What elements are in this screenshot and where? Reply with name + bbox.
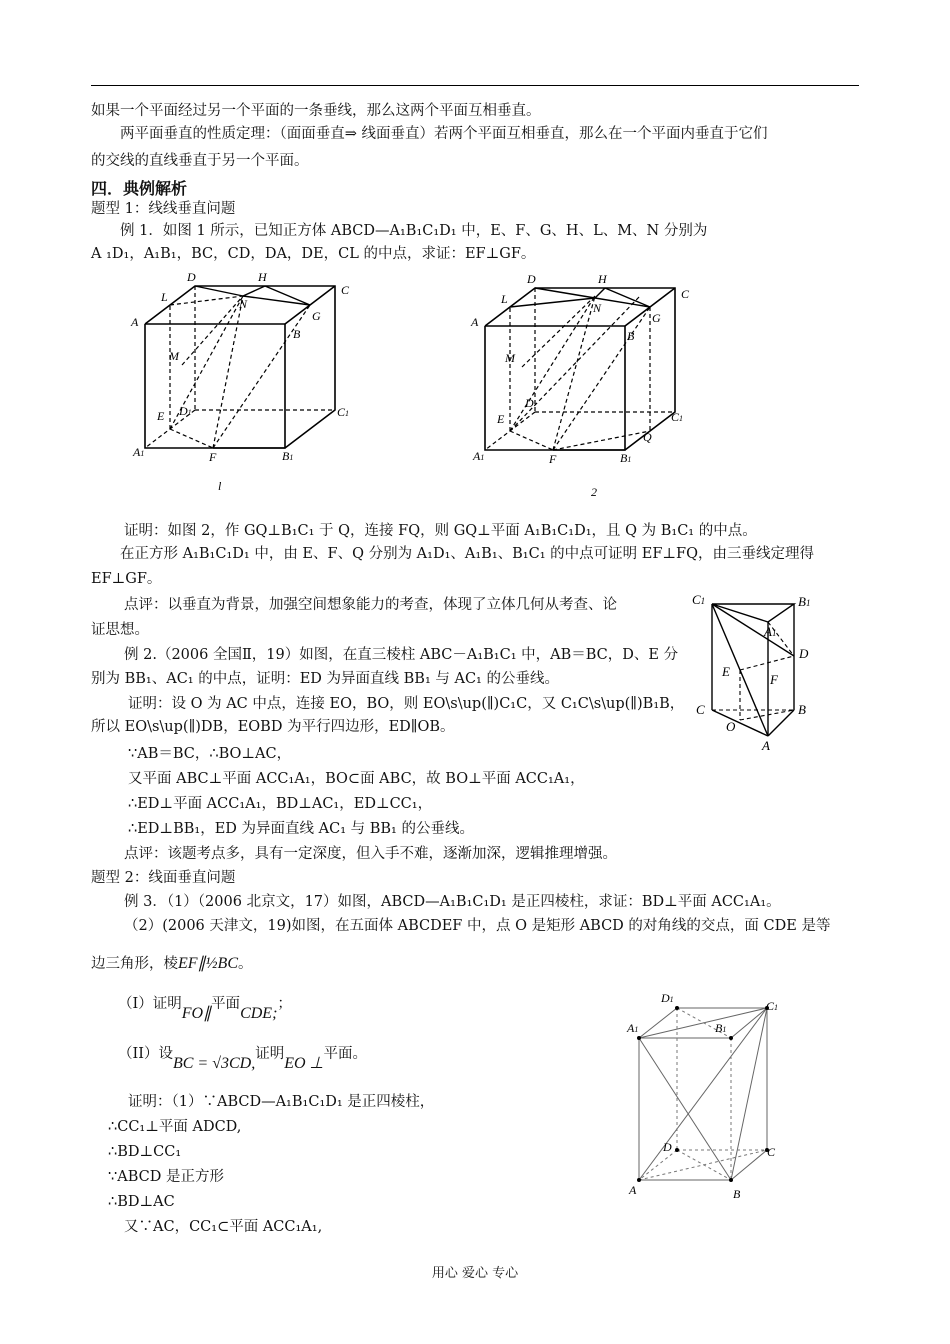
label-D: D — [187, 270, 196, 284]
label-D1: D — [525, 396, 534, 410]
label-E: E — [497, 412, 505, 426]
math-expression: EO ⊥ — [284, 1055, 324, 1072]
label-A1: A1 — [764, 624, 777, 639]
label-C1: C1 — [766, 999, 779, 1013]
text-line: EF⊥GF。 — [91, 571, 162, 587]
text-line: 点评：该题考点多，具有一定深度，但入手不难，逐渐加深，逻辑推理增强。 — [124, 846, 617, 862]
text-line: 证明：设 O 为 AC 中点，连接 EO，BO，则 EO\s\up(∥)C₁C，又 C₁C\s\up(∥)B₁B， — [128, 696, 685, 712]
label-A: A — [471, 315, 479, 329]
cube-figure-2 — [465, 268, 705, 500]
label-D: D — [527, 272, 536, 286]
label-C: C — [767, 1145, 776, 1159]
label-B1: B1 — [282, 449, 294, 463]
label-A: A — [762, 738, 770, 753]
text-line: 例 3．（1）（2006 北京文，17）如图，ABCD—A₁B₁C₁D₁ 是正四棱柱，求证：BD⊥平面 ACC₁A₁。 — [124, 894, 781, 910]
label-N: N — [593, 301, 602, 315]
section-heading: 四．典例解析 — [91, 179, 188, 198]
label-H: H — [598, 272, 607, 286]
label-B: B — [798, 702, 806, 717]
text-line: ∴ED⊥平面 ACC₁A₁，BD⊥AC₁，ED⊥CC₁， — [128, 796, 433, 812]
text-line: 两平面垂直的性质定理：（面面垂直⇒ 线面垂直）若两个平面互相垂直，那么在一个平面内垂直于它们 — [120, 126, 768, 142]
label-A: A — [131, 315, 139, 329]
label-Q: Q — [643, 430, 652, 444]
label-A1: A1 — [627, 1021, 639, 1035]
figure-caption: l — [218, 479, 222, 493]
header-rule — [91, 85, 859, 86]
topic-heading: 题型 1：线线垂直问题 — [91, 201, 236, 217]
page-footer: 用心 爱心 专心 — [431, 1266, 519, 1281]
label-E: E — [722, 664, 730, 679]
label-E: E — [157, 409, 165, 423]
label-B1: B1 — [715, 1021, 727, 1035]
text-line: ∵AB＝BC，∴BO⊥AC， — [128, 746, 292, 762]
label-C1: C1 — [337, 405, 350, 419]
label-H: H — [258, 270, 267, 284]
text-span: （I）证明 — [118, 996, 182, 1012]
label-A1: A1 — [133, 445, 145, 459]
text-span: 证明 — [255, 1046, 285, 1062]
label-B: B — [733, 1187, 741, 1201]
text-span: 平面 — [211, 996, 241, 1012]
label-B1: B1 — [620, 451, 632, 465]
text-line: ∵ABCD 是正方形 — [108, 1169, 224, 1185]
label-B1: B1 — [798, 594, 811, 609]
label-B: B — [627, 329, 635, 343]
label-L: L — [501, 292, 508, 306]
text-line: ∴BD⊥AC — [108, 1194, 175, 1210]
label-C: C — [681, 287, 690, 301]
label-D1: D1 — [179, 404, 192, 418]
text-line: 又∵AC，CC₁⊂平面 ACC₁A₁, — [124, 1219, 323, 1235]
text-line: 又平面 ABC⊥平面 ACC₁A₁，BO⊂面 ABC，故 BO⊥平面 ACC₁A₁， — [128, 771, 585, 787]
text-span: （II）设 — [118, 1046, 173, 1062]
text-line: 证明：（1）∵ABCD—A₁B₁C₁D₁ 是正四棱柱， — [128, 1094, 435, 1110]
math-expression: CDE; — [240, 1005, 278, 1022]
text-line: 证明：如图 2，作 GQ⊥B₁C₁ 于 Q，连接 FQ，则 GQ⊥平面 A₁B₁C₁D₁，且 Q 为 B₁C₁ 的中点。 — [124, 523, 757, 539]
label-A1: A1 — [473, 449, 485, 463]
label-M: M — [169, 349, 179, 363]
math-expression: EF∥½BC — [178, 955, 238, 972]
label-D: D — [663, 1140, 672, 1154]
label-B: B — [293, 327, 301, 341]
text-line: 例 2.（2006 全国Ⅱ，19）如图，在直三棱柱 ABC－A₁B₁C₁ 中，AB＝BC，D、E 分 — [124, 647, 679, 663]
text-line — [91, 952, 253, 976]
prism-figure — [690, 590, 820, 755]
text-line: （2）(2006 天津文，19)如图，在五面体 ABCDEF 中，点 O 是矩形 ABCD 的对角线的交点，面 CDE 是等 — [124, 918, 831, 934]
label-C1: C1 — [671, 410, 684, 424]
label-F: F — [549, 452, 557, 466]
text-line: ∴BD⊥CC₁ — [108, 1144, 182, 1160]
figure-caption: 2 — [591, 485, 597, 499]
text-line: 例 1．如图 1 所示，已知正方体 ABCD—A₁B₁C₁D₁ 中，E、F、G、H、L、M、N 分别为 — [120, 223, 708, 239]
label-D: D — [799, 646, 809, 661]
math-expression: BC = √3CD, — [172, 1055, 256, 1072]
math-expression: FO∥ — [181, 1005, 212, 1022]
text-line — [118, 992, 292, 1022]
text-span: ； — [277, 996, 292, 1012]
label-M: M — [505, 351, 515, 365]
label-O: O — [726, 719, 736, 734]
text-line: 证思想。 — [91, 622, 149, 638]
label-G: G — [652, 311, 661, 325]
text-span: 。 — [238, 956, 253, 972]
text-line: A ₁D₁，A₁B₁，BC，CD，DA，DE，CL 的中点，求证：EF⊥GF。 — [91, 246, 536, 262]
label-D1: D1 — [661, 991, 674, 1005]
text-line: ∴ED⊥BB₁，ED 为异面直线 AC₁ 与 BB₁ 的公垂线。 — [128, 821, 474, 837]
label-N: N — [239, 297, 248, 311]
text-line — [118, 1042, 367, 1072]
text-line: 点评：以垂直为背景，加强空间想象能力的考查，体现了立体几何从考查、论 — [124, 597, 617, 613]
text-line: 的交线的直线垂直于另一个平面。 — [91, 153, 309, 169]
text-line: 所以 EO\s\up(∥)DB，EOBD 为平行四边形，ED∥OB。 — [91, 719, 455, 735]
text-span: 边三角形，棱 — [91, 956, 178, 972]
square-prism-figure — [625, 988, 795, 1203]
label-C1: C1 — [692, 592, 706, 607]
text-line: ∴CC₁⊥平面 ADCD, — [108, 1119, 242, 1135]
label-C: C — [696, 702, 705, 717]
label-F: F — [209, 450, 217, 464]
label-L: L — [161, 290, 168, 304]
text-line: 如果一个平面经过另一个平面的一条垂线，那么这两个平面互相垂直。 — [91, 103, 541, 119]
label-A: A — [629, 1183, 637, 1197]
text-line: 别为 BB₁、AC₁ 的中点，证明：ED 为异面直线 BB₁ 与 AC₁ 的公垂线。 — [91, 671, 559, 687]
label-F: F — [770, 672, 778, 687]
text-span: 平面。 — [323, 1046, 367, 1062]
cube-figure-1 — [125, 268, 365, 498]
label-G: G — [312, 309, 321, 323]
label-C: C — [341, 283, 350, 297]
text-line: 在正方形 A₁B₁C₁D₁ 中，由 E、F、Q 分别为 A₁D₁、A₁B₁、B₁C₁ 的中点可证明 EF⊥FQ，由三垂线定理得 — [120, 546, 814, 562]
topic-heading: 题型 2：线面垂直问题 — [91, 870, 236, 886]
